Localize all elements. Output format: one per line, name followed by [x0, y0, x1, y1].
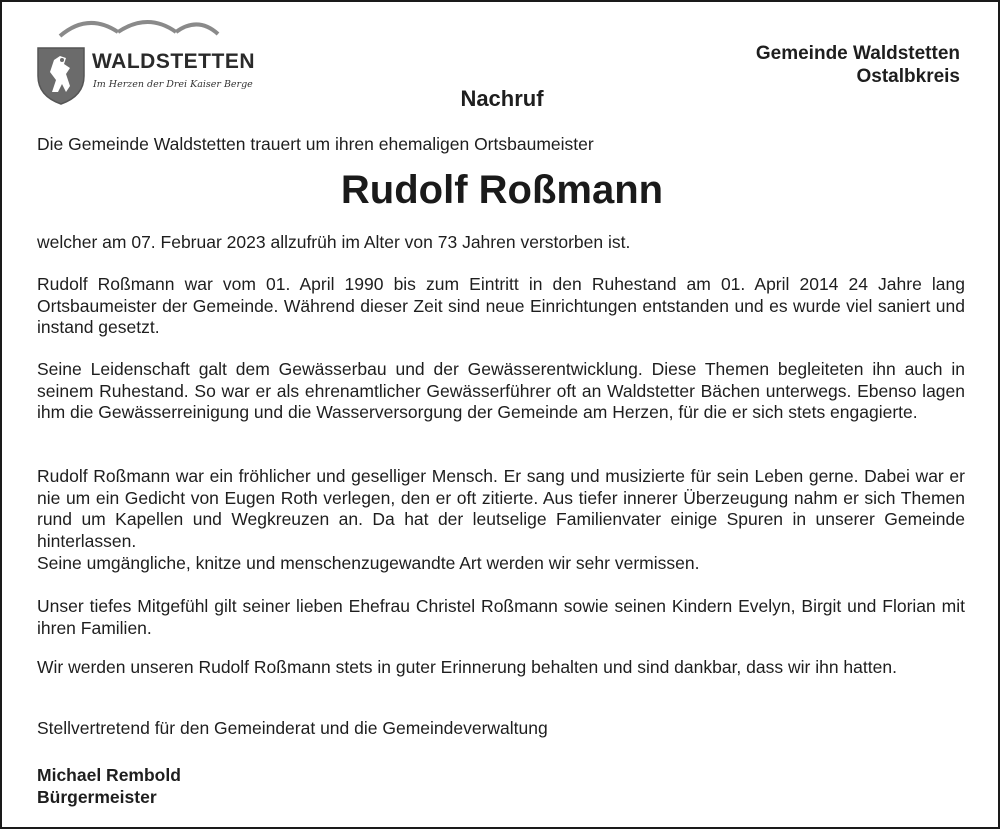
signer-title: Bürgermeister: [37, 786, 157, 807]
logo-slogan: Im Herzen der Drei Kaiser Berge: [93, 79, 253, 90]
document-type-heading: Nachruf: [460, 86, 544, 111]
paragraph-passion: [37, 359, 965, 424]
issuer-block: [756, 42, 960, 88]
paragraph-career: [37, 274, 965, 339]
issuer-district: Ostalbkreis: [856, 66, 960, 87]
logo-wordmark: WALDSTETTEN: [92, 50, 255, 73]
signature-block: [37, 765, 965, 808]
intro-line: Die Gemeinde Waldstetten trauert um ihren ehemaligen Ortsbaumeister: [37, 134, 594, 154]
paragraph-condolences: [37, 596, 965, 639]
paragraph-character: [37, 466, 965, 552]
signer-name: Michael Rembold: [37, 765, 181, 785]
issuer-name: Gemeinde Waldstetten: [755, 43, 960, 64]
deceased-name: Rudolf Roßmann: [340, 168, 664, 212]
paragraph-text: Unser tiefes Mitgefühl gilt seiner lieben Ehefrau Christel Roßmann sowie seinen Kindern Evelyn, Birgit und Florian mit ihren Familien.: [37, 596, 965, 638]
paragraph-missed: Seine umgängliche, knitze und menschenzugewandte Art werden wir sehr vermissen.: [37, 553, 700, 573]
paragraph-text: Rudolf Roßmann war vom 01. April 1990 bis zum Eintritt in den Ruhestand am 01. April 2014 24 Jahre lang Ortsbaumeister der Gemeinde. Während dieser Zeit sind neue Einrichtungen entstanden und es wurde viel saniert und instand gesetzt.: [37, 274, 965, 337]
closing-line: Stellvertretend für den Gemeinderat und die Gemeindeverwaltung: [37, 718, 548, 738]
death-line: welcher am 07. Februar 2023 allzufrüh im Alter von 73 Jahren verstorben ist.: [37, 232, 631, 252]
paragraph-text: Wir werden unseren Rudolf Roßmann stets in guter Erinnerung behalten und sind dankbar, dass wir ihn hatten.: [37, 657, 897, 677]
paragraph-text: Seine Leidenschaft galt dem Gewässerbau und der Gewässerentwicklung. Diese Themen begleiteten ihn auch in seinem Ruhestand. So war er als ehrenamtlicher Gewässerführer oft an Waldstetter Bächen unterwegs. Ebenso lagen ihm die Gewässerreinigung und die Wasserversorgung der Gemeinde am Herzen, für die er sich stets engagierte.: [37, 359, 965, 422]
paragraph-text: Rudolf Roßmann war ein fröhlicher und geselliger Mensch. Er sang und musizierte für sein Leben gerne. Dabei war er nie um ein Gedicht von Eugen Roth verlegen, den er oft zitierte. Aus tiefer innerer Überzeugung nahm er sich Themen rund um Kapellen und Wegkreuzen an. Da hat der leutselige Familienvater einige Spuren in unserer Gemeinde hinterlassen.: [37, 466, 965, 551]
paragraph-remembrance: [37, 657, 965, 679]
